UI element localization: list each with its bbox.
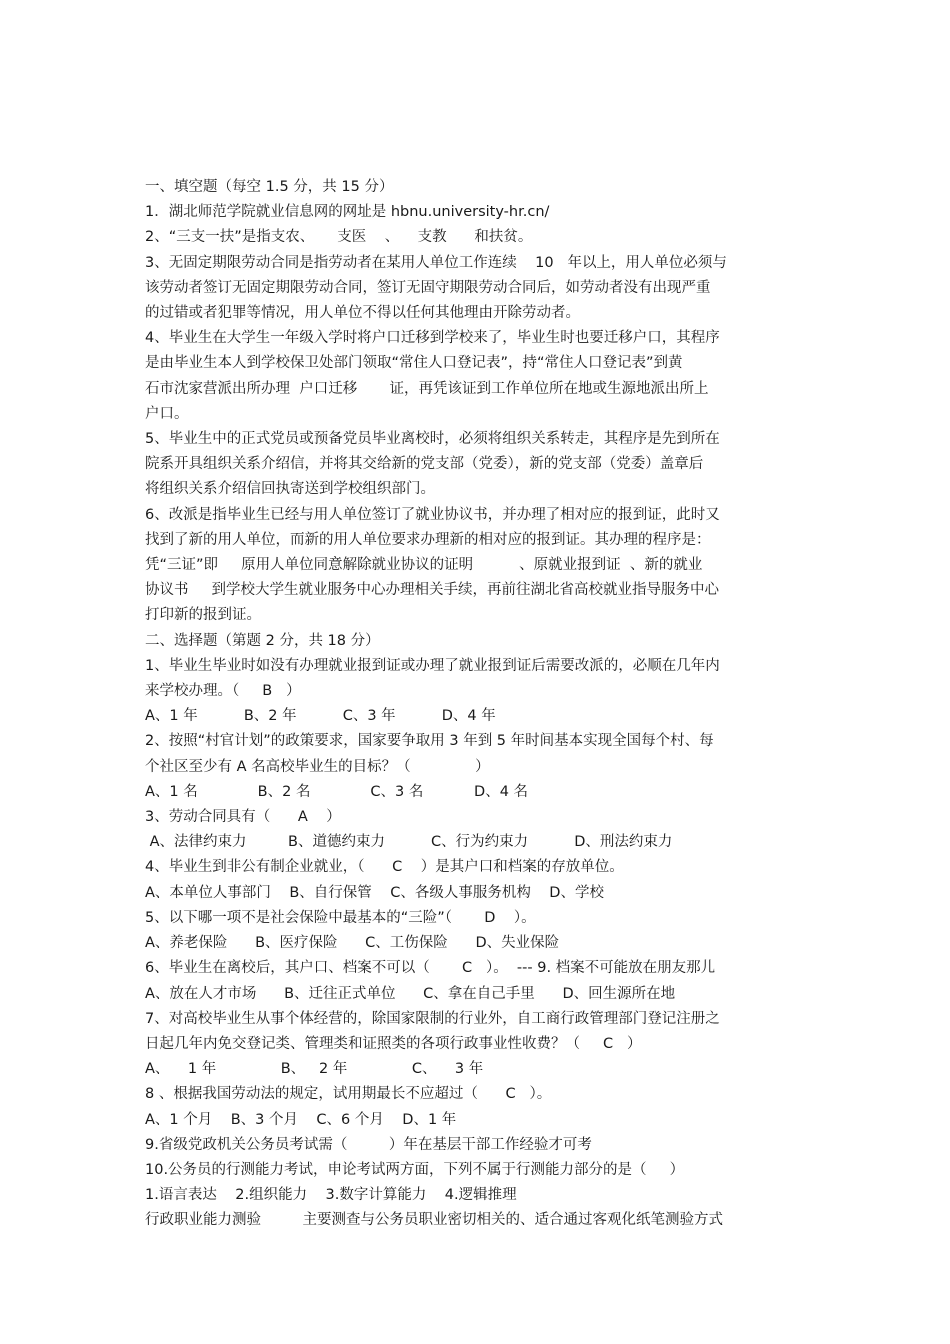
question-text: 7、对高校毕业生从事个体经营的，除国家限制的行业外，自工商行政管理部门登记注册之 — [145, 1010, 720, 1027]
question-text: 个社区至少有 A 名高校毕业生的目标？（ ） — [145, 758, 490, 775]
question-text: 是由毕业生本人到学校保卫处部门领取“常住人口登记表”，持“常住人口登记表”到黄 — [145, 355, 683, 372]
answer-options: A、1 名 B、2 名 C、3 名 D、4 名 — [145, 783, 529, 800]
question-text: 6、毕业生在离校后，其户口、档案不可以（ C ）。 --- 9. 档案不可能放在朋友那儿 — [145, 960, 716, 977]
question-text: 院系开具组织关系介绍信，并将其交给新的党支部（党委），新的党支部（党委）盖章后 — [145, 456, 704, 473]
question-text: 3、无固定期限劳动合同是指劳动者在某用人单位工作连续 10 年以上，用人单位必须与 — [145, 254, 727, 271]
question-text: 1、毕业生毕业时如没有办理就业报到证或办理了就业报到证后需要改派的，必顺在几年内 — [145, 657, 720, 674]
section-heading-multiple-choice: 二、选择题（第题 2 分，共 18 分） — [145, 632, 380, 649]
section-heading-fill-blank: 一、填空题（每空 1.5 分，共 15 分） — [145, 179, 394, 195]
document-page — [145, 175, 810, 1234]
question-text: 该劳动者签订无固定期限劳动合同，签订无固守期限劳动合同后，如劳动者没有出现严重 — [145, 279, 711, 296]
question-text: 协议书 到学校大学生就业服务中心办理相关手续，再前往湖北省高校就业指导服务中心 — [145, 582, 720, 599]
answer-options: A、放在人才市场 B、迁往正式单位 C、拿在自己手里 D、回生源所在地 — [145, 985, 676, 1002]
question-text: 将组织关系介绍信回执寄送到学校组织部门。 — [145, 481, 435, 498]
question-text: 9.省级党政机关公务员考试需（ ）年在基层干部工作经验才可考 — [145, 1136, 592, 1153]
question-text: 3、劳动合同具有（ A ） — [145, 809, 341, 826]
question-text: 行政职业能力测验 主要测查与公务员职业密切相关的、适合通过客观化纸笔测验方式 — [145, 1212, 723, 1229]
question-text: 来学校办理。（ B ） — [145, 683, 301, 700]
answer-options: A、1 年 B、2 年 C、3 年 D、4 年 — [145, 708, 496, 725]
answer-options: A、1 个月 B、3 个月 C、6 个月 D、1 年 — [145, 1111, 457, 1128]
question-text: 2、“三支一扶”是指支农、 支医 、 支教 和扶贫。 — [145, 229, 533, 246]
question-text: 4、毕业生到非公有制企业就业，（ C ）是其户口和档案的存放单位。 — [145, 859, 624, 876]
answer-options: A、 1 年 B、 2 年 C、 3 年 — [145, 1061, 484, 1078]
answer-options: A、养老保险 B、医疗保险 C、工伤保险 D、失业保险 — [145, 935, 560, 952]
question-text: 8 、根据我国劳动法的规定，试用期最长不应超过（ C ）。 — [145, 1086, 552, 1103]
question-text: 石市沈家营派出所办理 户口迁移 证，再凭该证到工作单位所在地或生源地派出所上 — [145, 380, 709, 397]
question-text: 10.公务员的行测能力考试，申论考试两方面，下列不属于行测能力部分的是（ ） — [145, 1161, 685, 1178]
question-text: 4、毕业生在大学生一年级入学时将户口迁移到学校来了，毕业生时也要迁移户口，其程序 — [145, 330, 720, 347]
question-text: 2、按照“村官计划”的政策要求，国家要争取用 3 年到 5 年时间基本实现全国每个村、每 — [145, 733, 714, 750]
question-text: 5、毕业生中的正式党员或预备党员毕业离校时，必须将组织关系转走，其程序是先到所在 — [145, 431, 720, 448]
question-text: 打印新的报到证。 — [145, 607, 261, 624]
answer-options: 1.语言表达 2.组织能力 3.数字计算能力 4.逻辑推理 — [145, 1187, 517, 1204]
question-text: 日起几年内免交登记类、管理类和证照类的各项行政事业性收费？（ C ） — [145, 1035, 642, 1052]
question-text: 5、以下哪一项不是社会保险中最基本的“三险”（ D ）。 — [145, 909, 536, 926]
question-text: 6、改派是指毕业生已经与用人单位签订了就业协议书，并办理了相对应的报到证，此时又 — [145, 506, 720, 523]
answer-options: A、本单位人事部门 B、自行保管 C、各级人事服务机构 D、学校 — [145, 884, 604, 901]
answer-options: A、法律约束力 B、道德约束力 C、行为约束力 D、刑法约束力 — [145, 834, 673, 851]
question-text: 找到了新的用人单位，而新的用人单位要求办理新的相对应的报到证。其办理的程序是： — [145, 531, 711, 548]
question-text: 1．湖北师范学院就业信息网的网址是 hbnu.university-hr.cn/ — [145, 204, 550, 221]
question-text: 的过错或者犯罪等情况，用人单位不得以任何其他理由开除劳动者。 — [145, 305, 580, 322]
question-text: 户口。 — [145, 405, 189, 422]
question-text: 凭“三证”即 原用人单位同意解除就业协议的证明 、原就业报到证 、新的就业 — [145, 557, 703, 574]
